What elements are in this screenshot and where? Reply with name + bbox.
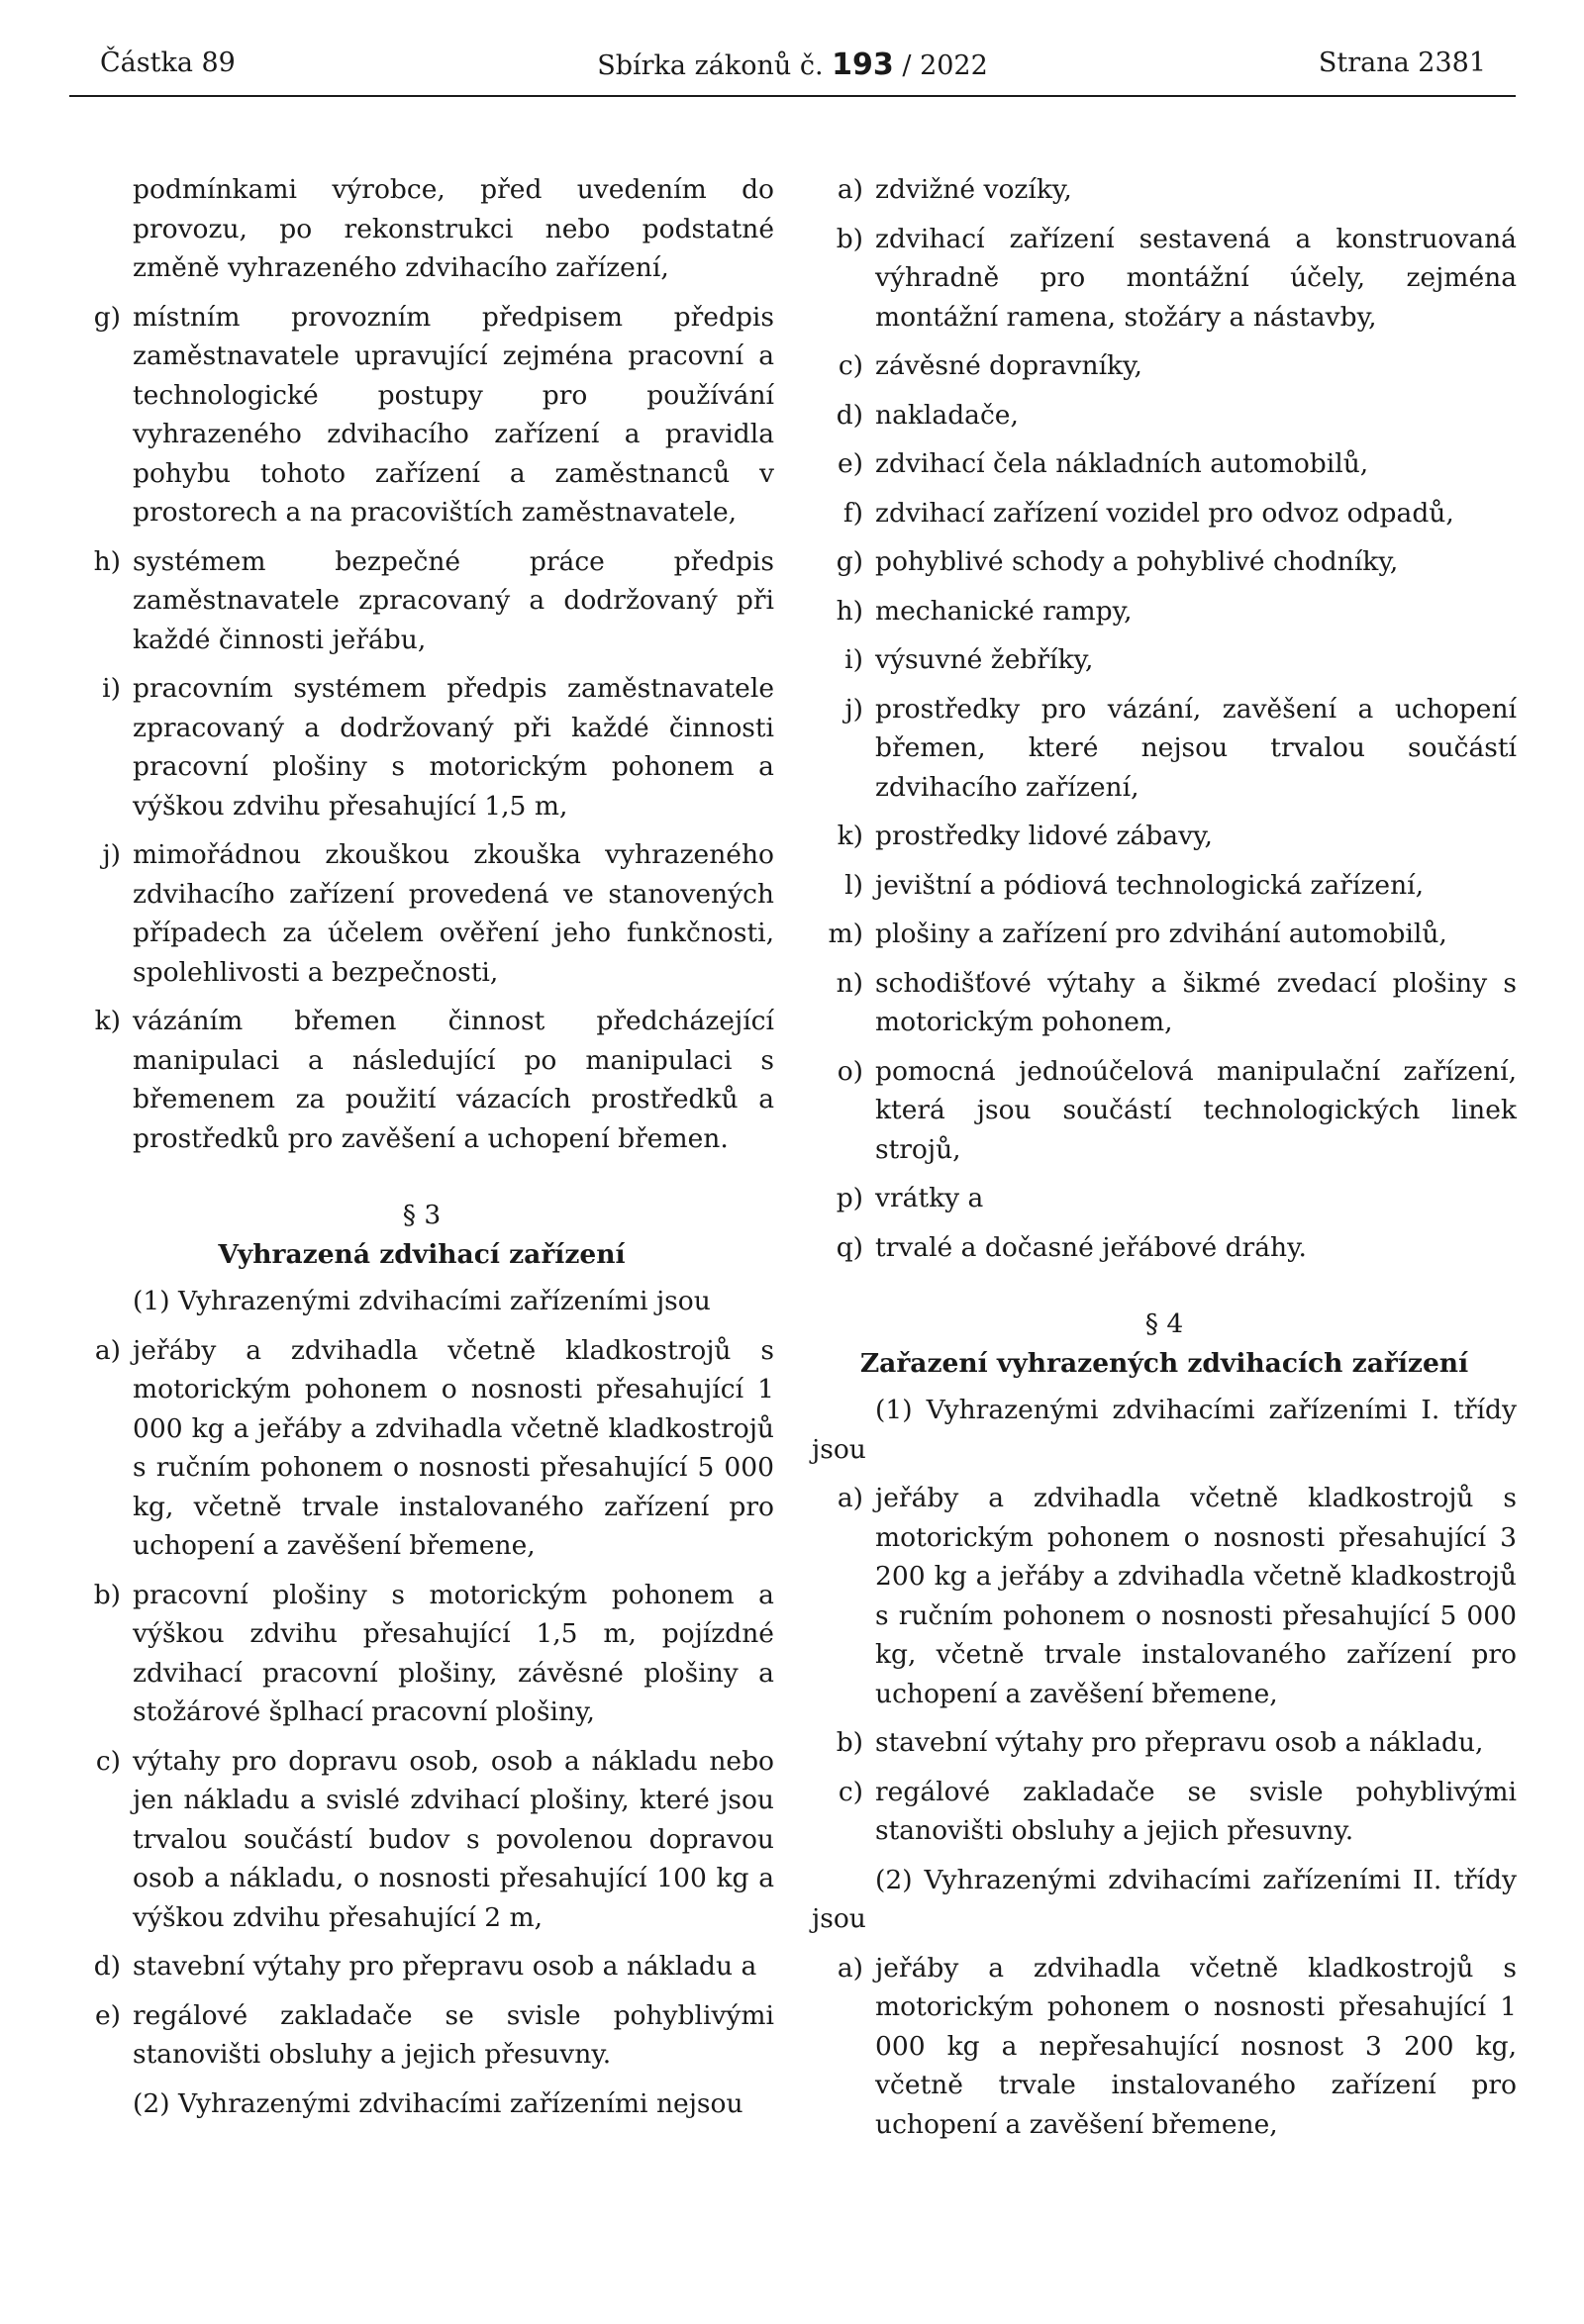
definition-item bbox=[69, 669, 774, 825]
list-item bbox=[812, 1479, 1517, 1713]
exclusion-item bbox=[812, 396, 1517, 436]
item-text: místním provozním předpisem předpis zaměstnavatele upravující zejména pracovní a technologické postupy pro používání vyhrazeného zdvihacího zařízení a pravidla pohybu tohoto zařízení a zaměstnanců v prostorech a na pracovištích zaměstnavatele, bbox=[133, 301, 774, 528]
item-label: e) bbox=[94, 1999, 121, 2031]
definition-f-continuation: podmínkami výrobce, před uvedením do provozu, po rekonstrukci nebo podstatné změně vyhrazeného zdvihacího zařízení, bbox=[133, 174, 774, 283]
exclusion-item bbox=[812, 592, 1517, 631]
item-text: schodišťové výtahy a šikmé zvedací plošiny s motorickým pohonem, bbox=[875, 967, 1517, 1037]
list-item bbox=[69, 1742, 774, 1938]
header-collection bbox=[69, 48, 1516, 82]
item-label: c) bbox=[95, 1745, 121, 1777]
item-text: zdvihací čela nákladních automobilů, bbox=[875, 448, 1369, 479]
item-label: i) bbox=[844, 644, 863, 675]
item-label: a) bbox=[837, 1952, 863, 1984]
exclusion-item bbox=[812, 690, 1517, 808]
item-label: a) bbox=[94, 1334, 121, 1366]
item-label: f) bbox=[842, 497, 863, 529]
item-label: o) bbox=[837, 1055, 863, 1087]
item-text: vázáním břemen činnost předcházející manipulaci a následující po manipulaci s břemenem za použití vázacích prostředků a prostředků pro zavěšení a uchopení břemen. bbox=[133, 1006, 774, 1154]
section-paragraph: (2) Vyhrazenými zdvihacími zařízeními II. třídy jsou bbox=[812, 1864, 1517, 1934]
item-text: zdvižné vozíky, bbox=[875, 174, 1072, 205]
exclusion-item bbox=[812, 1052, 1517, 1170]
header-year: / 2022 bbox=[902, 50, 988, 81]
list-item bbox=[69, 1331, 774, 1566]
item-text: mechanické rampy, bbox=[875, 595, 1133, 627]
item-text: trvalé a dočasné jeřábové dráhy. bbox=[875, 1231, 1307, 1263]
list-item bbox=[69, 1996, 774, 2075]
definition-item bbox=[69, 298, 774, 533]
item-text: plošiny a zařízení pro zdvihání automobilů, bbox=[875, 919, 1447, 949]
item-label: l) bbox=[844, 869, 863, 901]
definition-item bbox=[69, 835, 774, 992]
item-label: n) bbox=[836, 967, 863, 999]
item-label: d) bbox=[93, 1951, 121, 1982]
item-text: jeřáby a zdvihadla včetně kladkostrojů s motorickým pohonem o nosnosti přesahující 1 000 kg a jeřáby a zdvihadla včetně kladkostrojů s ručním pohonem o nosnosti přesahující 5 000 kg, včetně trvale instalovaného zařízení pro uchopení a zavěšení břemene, bbox=[133, 1334, 774, 1561]
item-label: i) bbox=[102, 673, 121, 704]
list-item bbox=[69, 1947, 774, 1986]
item-label: g) bbox=[836, 546, 863, 577]
header-issue: Částka 89 bbox=[100, 48, 236, 78]
exclusion-item bbox=[812, 494, 1517, 533]
item-label: p) bbox=[836, 1183, 863, 1213]
item-text: vrátky a bbox=[875, 1183, 984, 1213]
list-item bbox=[69, 1576, 774, 1732]
right-column bbox=[812, 170, 1517, 2154]
item-label: d) bbox=[836, 399, 863, 431]
item-text: jeřáby a zdvihadla včetně kladkostrojů s motorickým pohonem o nosnosti přesahující 3 200 kg a jeřáby a zdvihadla včetně kladkostrojů s ručním pohonem o nosnosti přesahující 5 000 kg, včetně trvale instalovaného zařízení pro uchopení a zavěšení břemene, bbox=[875, 1483, 1517, 1709]
item-label: h) bbox=[836, 595, 863, 627]
exclusion-item bbox=[812, 915, 1517, 954]
item-text: stavební výtahy pro přepravu osob a nákladu a bbox=[133, 1951, 757, 1982]
item-label: k) bbox=[837, 821, 863, 851]
list-item bbox=[812, 1773, 1517, 1851]
header-law-number: 193 bbox=[832, 48, 894, 82]
exclusion-item bbox=[812, 1228, 1517, 1268]
exclusion-item bbox=[812, 964, 1517, 1042]
item-text: regálové zakladače se svisle pohyblivými stanovišti obsluhy a jejich přesuvny. bbox=[875, 1776, 1517, 1846]
item-label: h) bbox=[93, 545, 121, 577]
section-paragraph: (2) Vyhrazenými zdvihacími zařízeními nejsou bbox=[133, 2087, 743, 2119]
exclusion-item bbox=[812, 1179, 1517, 1218]
exclusion-item bbox=[812, 866, 1517, 906]
item-text: nakladače, bbox=[875, 399, 1019, 431]
item-label: a) bbox=[837, 174, 863, 205]
item-label: j) bbox=[102, 839, 121, 870]
exclusion-item bbox=[812, 346, 1517, 386]
item-text: pohyblivé schody a pohyblivé chodníky, bbox=[875, 546, 1399, 577]
exclusion-item bbox=[812, 542, 1517, 582]
section-paragraph: (1) Vyhrazenými zdvihacími zařízeními I. třídy jsou bbox=[812, 1395, 1517, 1465]
item-text: pracovní plošiny s motorickým pohonem a výškou zdvihu přesahující 1,5 m, pojízdné zdvihací pracovní plošiny, závěsné plošiny a stožárové šplhací pracovní plošiny, bbox=[133, 1579, 774, 1727]
item-label: e) bbox=[837, 448, 863, 479]
item-text: jevištní a pódiová technologická zařízení, bbox=[875, 869, 1425, 901]
section-title: Vyhrazená zdvihací zařízení bbox=[218, 1238, 626, 1270]
item-text: pomocná jednoúčelová manipulační zařízení, která jsou součástí technologických linek strojů, bbox=[875, 1055, 1517, 1165]
item-label: q) bbox=[836, 1231, 863, 1263]
page-header bbox=[69, 44, 1516, 97]
item-text: výtahy pro dopravu osob, osob a nákladu nebo jen nákladu a svislé zdvihací plošiny, které jsou trvalou součástí budov s povolenou dopravou osob a nákladu, o nosnosti přesahující 100 kg a výškou zdvihu přesahující 2 m, bbox=[133, 1745, 774, 1933]
item-text: pracovním systémem předpis zaměstnavatele zpracovaný a dodržovaný při každé činnosti pracovní plošiny s motorickým pohonem a výškou zdvihu přesahující 1,5 m, bbox=[133, 673, 774, 822]
exclusion-item bbox=[812, 444, 1517, 484]
item-label: j) bbox=[844, 693, 863, 725]
definition-item bbox=[69, 1002, 774, 1158]
item-text: mimořádnou zkouškou zkouška vyhrazeného zdvihacího zařízení provedená ve stanovených případech za účelem ověření jeho funkčnosti, spolehlivosti a bezpečnosti, bbox=[133, 839, 774, 988]
section-title: Zařazení vyhrazených zdvihacích zařízení bbox=[859, 1347, 1469, 1379]
item-text: prostředky lidové zábavy, bbox=[875, 821, 1213, 851]
header-collection-prefix: Sbírka zákonů č. bbox=[597, 50, 824, 81]
item-label: k) bbox=[94, 1006, 121, 1036]
header-page-number: Strana 2381 bbox=[1318, 48, 1486, 78]
item-text: výsuvné žebříky, bbox=[875, 644, 1094, 675]
item-label: b) bbox=[836, 1727, 863, 1758]
list-item bbox=[812, 1949, 1517, 2145]
item-text: závěsné dopravníky, bbox=[875, 350, 1142, 381]
item-text: stavební výtahy pro přepravu osob a nákladu, bbox=[875, 1727, 1484, 1758]
item-label: g) bbox=[93, 301, 121, 333]
list-item bbox=[812, 1723, 1517, 1763]
exclusion-item bbox=[812, 220, 1517, 338]
item-label: c) bbox=[838, 1776, 863, 1807]
item-label: b) bbox=[93, 1579, 121, 1610]
item-label: m) bbox=[828, 919, 863, 949]
exclusion-item bbox=[812, 640, 1517, 680]
item-text: zdvihací zařízení vozidel pro odvoz odpadů, bbox=[875, 497, 1454, 529]
section-paragraph: (1) Vyhrazenými zdvihacími zařízeními jsou bbox=[133, 1286, 711, 1316]
left-column bbox=[69, 170, 774, 2133]
section-number: § 4 bbox=[1144, 1308, 1184, 1339]
item-label: c) bbox=[838, 350, 863, 381]
item-text: regálové zakladače se svisle pohyblivými stanovišti obsluhy a jejich přesuvny. bbox=[133, 1999, 774, 2070]
section-number: § 3 bbox=[402, 1200, 442, 1230]
item-text: systémem bezpečné práce předpis zaměstnavatele zpracovaný a dodržovaný při každé činnosti jeřábu, bbox=[133, 545, 774, 655]
item-label: a) bbox=[837, 1483, 863, 1513]
exclusion-item bbox=[812, 170, 1517, 210]
item-label: b) bbox=[836, 223, 863, 254]
item-text: zdvihací zařízení sestavená a konstruovaná výhradně pro montážní účely, zejména montážní ramena, stožáry a nástavby, bbox=[875, 223, 1517, 333]
exclusion-item bbox=[812, 817, 1517, 856]
item-text: prostředky pro vázání, zavěšení a uchopení břemen, které nejsou trvalou součástí zdvihacího zařízení, bbox=[875, 693, 1517, 803]
definition-item bbox=[69, 542, 774, 660]
item-text: jeřáby a zdvihadla včetně kladkostrojů s motorickým pohonem o nosnosti přesahující 1 000 kg a nepřesahující nosnost 3 200 kg, včetně trvale instalovaného zařízení pro uchopení a zavěšení břemene, bbox=[875, 1952, 1517, 2140]
